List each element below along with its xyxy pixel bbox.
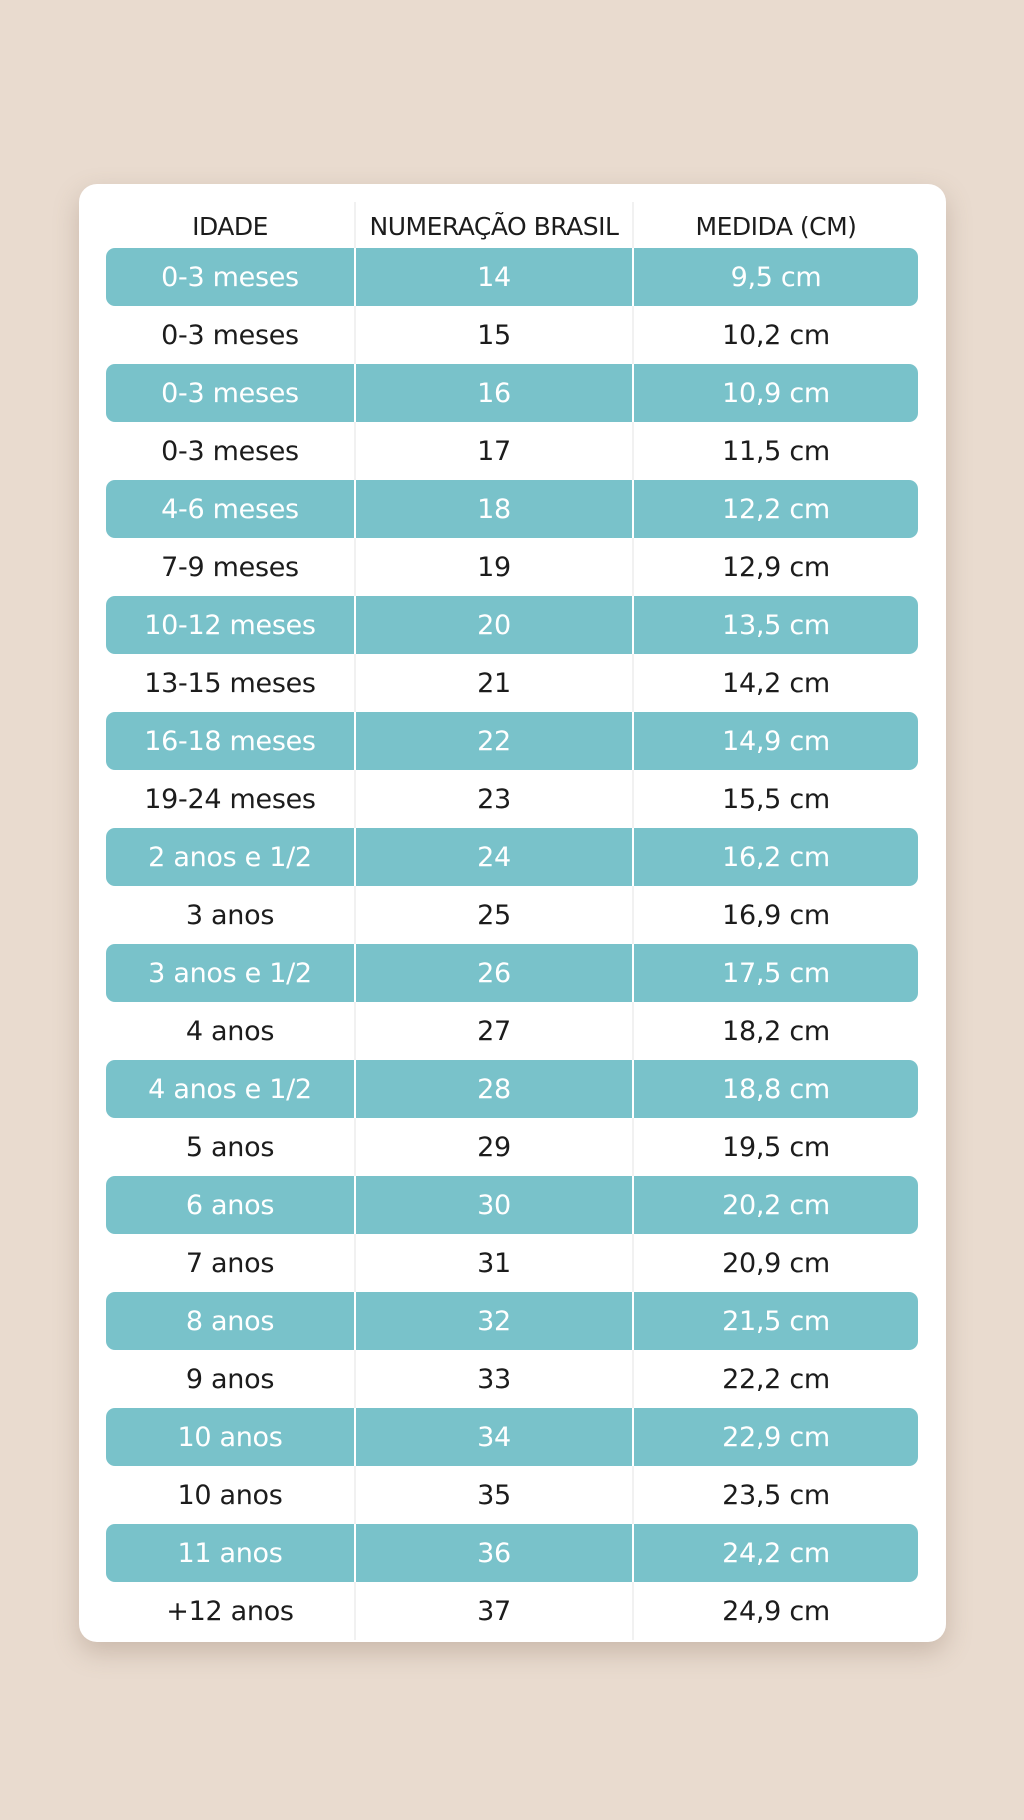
table-row (106, 1524, 918, 1582)
cell-idade: 3 anos (185, 899, 275, 931)
cell-medida: 17,5 cm (634, 944, 918, 1002)
cell-numeracao: 17 (354, 422, 634, 480)
table-body (106, 248, 918, 1640)
table-row (106, 1002, 918, 1060)
cell-numeracao: 34 (354, 1408, 634, 1466)
cell-idade: 0-3 meses (161, 319, 299, 351)
table-row (106, 654, 918, 712)
header-numeracao-brasil: NUMERAÇÃO BRASIL (354, 202, 634, 250)
cell-numeracao: 22 (354, 712, 634, 770)
table-row (106, 1234, 918, 1292)
cell-idade: 4 anos e 1/2 (106, 1060, 354, 1118)
cell-numeracao: 16 (354, 364, 634, 422)
cell-numeracao: 27 (354, 1002, 634, 1060)
cell-medida: 20,2 cm (634, 1176, 918, 1234)
cell-numeracao: 24 (354, 828, 634, 886)
cell-medida: 11,5 cm (722, 435, 830, 467)
cell-medida: 10,9 cm (634, 364, 918, 422)
cell-numeracao: 18 (354, 480, 634, 538)
cell-idade: +12 anos (166, 1595, 294, 1627)
cell-medida: 18,2 cm (722, 1015, 830, 1047)
cell-idade: 7 anos (185, 1247, 275, 1279)
cell-idade: 5 anos (185, 1131, 275, 1163)
cell-idade: 10 anos (106, 1408, 354, 1466)
cell-medida: 16,2 cm (634, 828, 918, 886)
cell-numeracao: 21 (354, 654, 634, 712)
table-row (106, 770, 918, 828)
table-row (106, 712, 918, 770)
cell-numeracao: 29 (354, 1118, 634, 1176)
cell-idade: 0-3 meses (161, 435, 299, 467)
table-row (106, 480, 918, 538)
header-idade: IDADE (192, 211, 268, 241)
cell-idade: 7-9 meses (161, 551, 299, 583)
cell-medida: 22,2 cm (722, 1363, 830, 1395)
cell-idade: 19-24 meses (144, 783, 316, 815)
cell-idade: 4-6 meses (106, 480, 354, 538)
cell-medida: 15,5 cm (722, 783, 830, 815)
cell-medida: 19,5 cm (722, 1131, 830, 1163)
cell-numeracao: 28 (354, 1060, 634, 1118)
table-row (106, 422, 918, 480)
cell-idade: 9 anos (185, 1363, 275, 1395)
cell-idade: 16-18 meses (106, 712, 354, 770)
cell-medida: 21,5 cm (634, 1292, 918, 1350)
table-row (106, 828, 918, 886)
cell-medida: 13,5 cm (634, 596, 918, 654)
cell-numeracao: 31 (354, 1234, 634, 1292)
cell-medida: 12,2 cm (634, 480, 918, 538)
cell-numeracao: 35 (354, 1466, 634, 1524)
cell-idade: 0-3 meses (106, 364, 354, 422)
cell-medida: 14,9 cm (634, 712, 918, 770)
cell-numeracao: 20 (354, 596, 634, 654)
table-header (106, 202, 918, 250)
table-row (106, 364, 918, 422)
cell-idade: 8 anos (106, 1292, 354, 1350)
table-row (106, 1466, 918, 1524)
table-row (106, 1292, 918, 1350)
cell-idade: 10 anos (177, 1479, 283, 1511)
cell-numeracao: 32 (354, 1292, 634, 1350)
cell-medida: 23,5 cm (722, 1479, 830, 1511)
cell-idade: 0-3 meses (106, 248, 354, 306)
cell-medida: 10,2 cm (722, 319, 830, 351)
cell-idade: 6 anos (106, 1176, 354, 1234)
cell-numeracao: 25 (354, 886, 634, 944)
table-row (106, 1118, 918, 1176)
cell-idade: 13-15 meses (144, 667, 316, 699)
table-row (106, 944, 918, 1002)
size-chart-card (79, 184, 946, 1642)
cell-medida: 9,5 cm (634, 248, 918, 306)
cell-numeracao: 15 (354, 306, 634, 364)
cell-medida: 14,2 cm (722, 667, 830, 699)
cell-idade: 4 anos (185, 1015, 275, 1047)
table-row (106, 596, 918, 654)
table-row (106, 886, 918, 944)
cell-numeracao: 23 (354, 770, 634, 828)
table-row (106, 1176, 918, 1234)
cell-medida: 22,9 cm (634, 1408, 918, 1466)
table-row (106, 248, 918, 306)
cell-medida: 24,9 cm (722, 1595, 830, 1627)
table-row (106, 1408, 918, 1466)
cell-medida: 24,2 cm (634, 1524, 918, 1582)
cell-medida: 12,9 cm (722, 551, 830, 583)
cell-idade: 11 anos (106, 1524, 354, 1582)
table-row (106, 1060, 918, 1118)
cell-medida: 16,9 cm (722, 899, 830, 931)
cell-idade: 10-12 meses (106, 596, 354, 654)
cell-numeracao: 19 (354, 538, 634, 596)
table-row (106, 1350, 918, 1408)
table-row (106, 538, 918, 596)
cell-numeracao: 36 (354, 1524, 634, 1582)
cell-idade: 2 anos e 1/2 (106, 828, 354, 886)
cell-numeracao: 14 (354, 248, 634, 306)
cell-medida: 20,9 cm (722, 1247, 830, 1279)
cell-idade: 3 anos e 1/2 (106, 944, 354, 1002)
cell-numeracao: 30 (354, 1176, 634, 1234)
table-row (106, 306, 918, 364)
cell-numeracao: 37 (354, 1582, 634, 1640)
cell-numeracao: 33 (354, 1350, 634, 1408)
cell-numeracao: 26 (354, 944, 634, 1002)
header-medida: MEDIDA (CM) (695, 211, 857, 241)
table-row (106, 1582, 918, 1640)
cell-medida: 18,8 cm (634, 1060, 918, 1118)
